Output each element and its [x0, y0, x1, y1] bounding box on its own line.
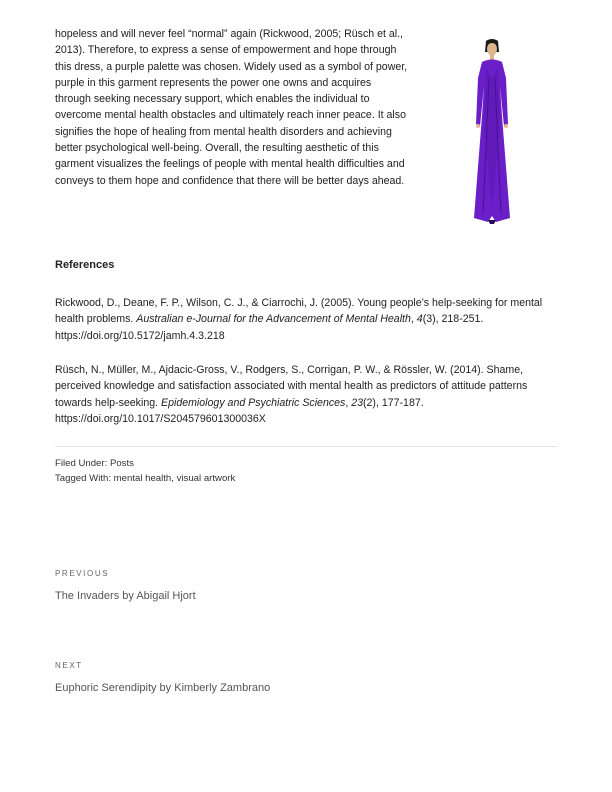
filed-under-label: Filed Under:	[55, 458, 108, 469]
tagged-with-label: Tagged With:	[55, 473, 111, 484]
references-heading: References	[55, 259, 115, 271]
previous-post-label: PREVIOUS	[55, 569, 110, 578]
reference-item: Rüsch, N., Müller, M., Ajdacic-Gross, V., Rodgers, S., Corrigan, P. W., & Rössler, W. (2014). Shame, perceived knowledge and satisfaction associated with mental health as predictors of attitude patterns towards help-seeking. Epidemiology and Psychiatric Sciences, 23(2), 177-187. https://doi.org/10.1017/S204579601300036X	[55, 364, 528, 425]
tag-link-visual-artwork[interactable]: visual artwork	[176, 473, 236, 484]
next-post-label: NEXT	[55, 661, 83, 670]
category-link-posts[interactable]: Posts	[109, 458, 134, 469]
divider	[55, 446, 557, 447]
purple-dress-figure-icon	[462, 38, 522, 228]
filed-under	[55, 456, 134, 471]
previous-post-link[interactable]: The Invaders by Abigail Hjort	[55, 590, 196, 602]
reference-item: Rickwood, D., Deane, F. P., Wilson, C. J., & Ciarrochi, J. (2005). Young people’s help-seeking for mental health problems. Australian e-Journal for the Advancement of Mental Health, 4(3), 218-251. https://doi.org/10.5172/jamh.4.3.218	[55, 297, 543, 342]
tagged-with	[55, 471, 235, 486]
tag-link-mental-health[interactable]: mental health	[113, 473, 172, 484]
tag-separator: ,	[171, 473, 177, 484]
next-post-link[interactable]: Euphoric Serendipity by Kimberly Zambrano	[55, 682, 271, 694]
article-paragraph: hopeless and will never feel “normal” again (Rickwood, 2005; Rüsch et al., 2013). Therefore, to express a sense of empowerment and hope through this dress, a purple palette was chosen. Widely used as a symbol of power, purple in this garment represents the power one owns and acquires through seeking necessary support, which enables the individual to overcome mental health obstacles and ultimately reach inner peace. It also signifies the hope of healing from mental health disorders and achieving better psychological well-being. Overall, the resulting aesthetic of this garment visualizes the feelings of people with mental health difficulties and conveys to them hope and confidence that there will be better days ahead.	[55, 28, 408, 187]
